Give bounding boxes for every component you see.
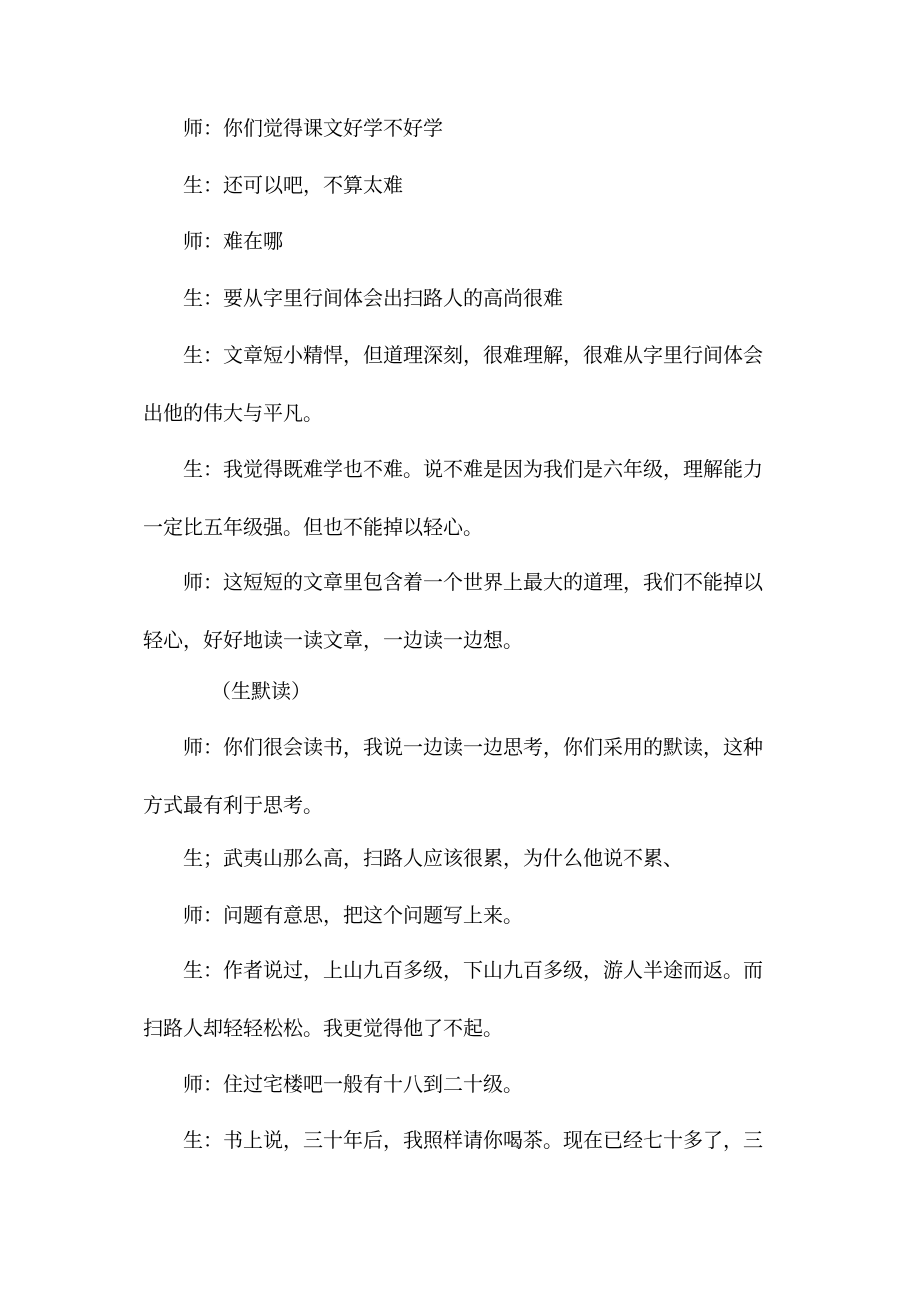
paragraph-3: 师：难在哪 [183,229,283,253]
paragraph-7: 师：这短短的文章里包含着一个世界上最大的道理，我们不能掉以轻心，好好地读一读文章，一边读一边想。 [143,570,763,652]
paragraph-14: 生：书上说，三十年后，我照样请你喝茶。现在已经七十多了，三 [183,1128,763,1152]
paragraph-4: 生：要从字里行间体会出扫路人的高尚很难 [183,286,563,310]
paragraph-1: 师：你们觉得课文好学不好学 [183,116,443,140]
paragraph-10: 生；武夷山那么高，扫路人应该很累，为什么他说不累、 [183,846,683,870]
paragraph-5: 生：文章短小精悍，但道理深刻，很难理解，很难从字里行间体会出他的伟大与平凡。 [143,343,763,425]
paragraph-13: 师：住过宅楼吧一般有十八到二十级。 [183,1072,523,1096]
paragraph-2: 生：还可以吧，不算太难 [183,173,403,197]
paragraph-6: 生：我觉得既难学也不难。说不难是因为我们是六年级，理解能力一定比五年级强。但也不能掉以轻心。 [143,457,763,539]
paragraph-9: 师：你们很会读书，我说一边读一边思考，你们采用的默读，这种方式最有利于思考。 [143,735,763,817]
paragraph-8-silent-reading: （生默读） [211,679,311,703]
paragraph-12: 生：作者说过，上山九百多级，下山九百多级，游人半途而返。而扫路人却轻轻松松。我更觉得他了不起。 [143,958,763,1040]
paragraph-11: 师：问题有意思，把这个问题写上来。 [183,903,523,927]
